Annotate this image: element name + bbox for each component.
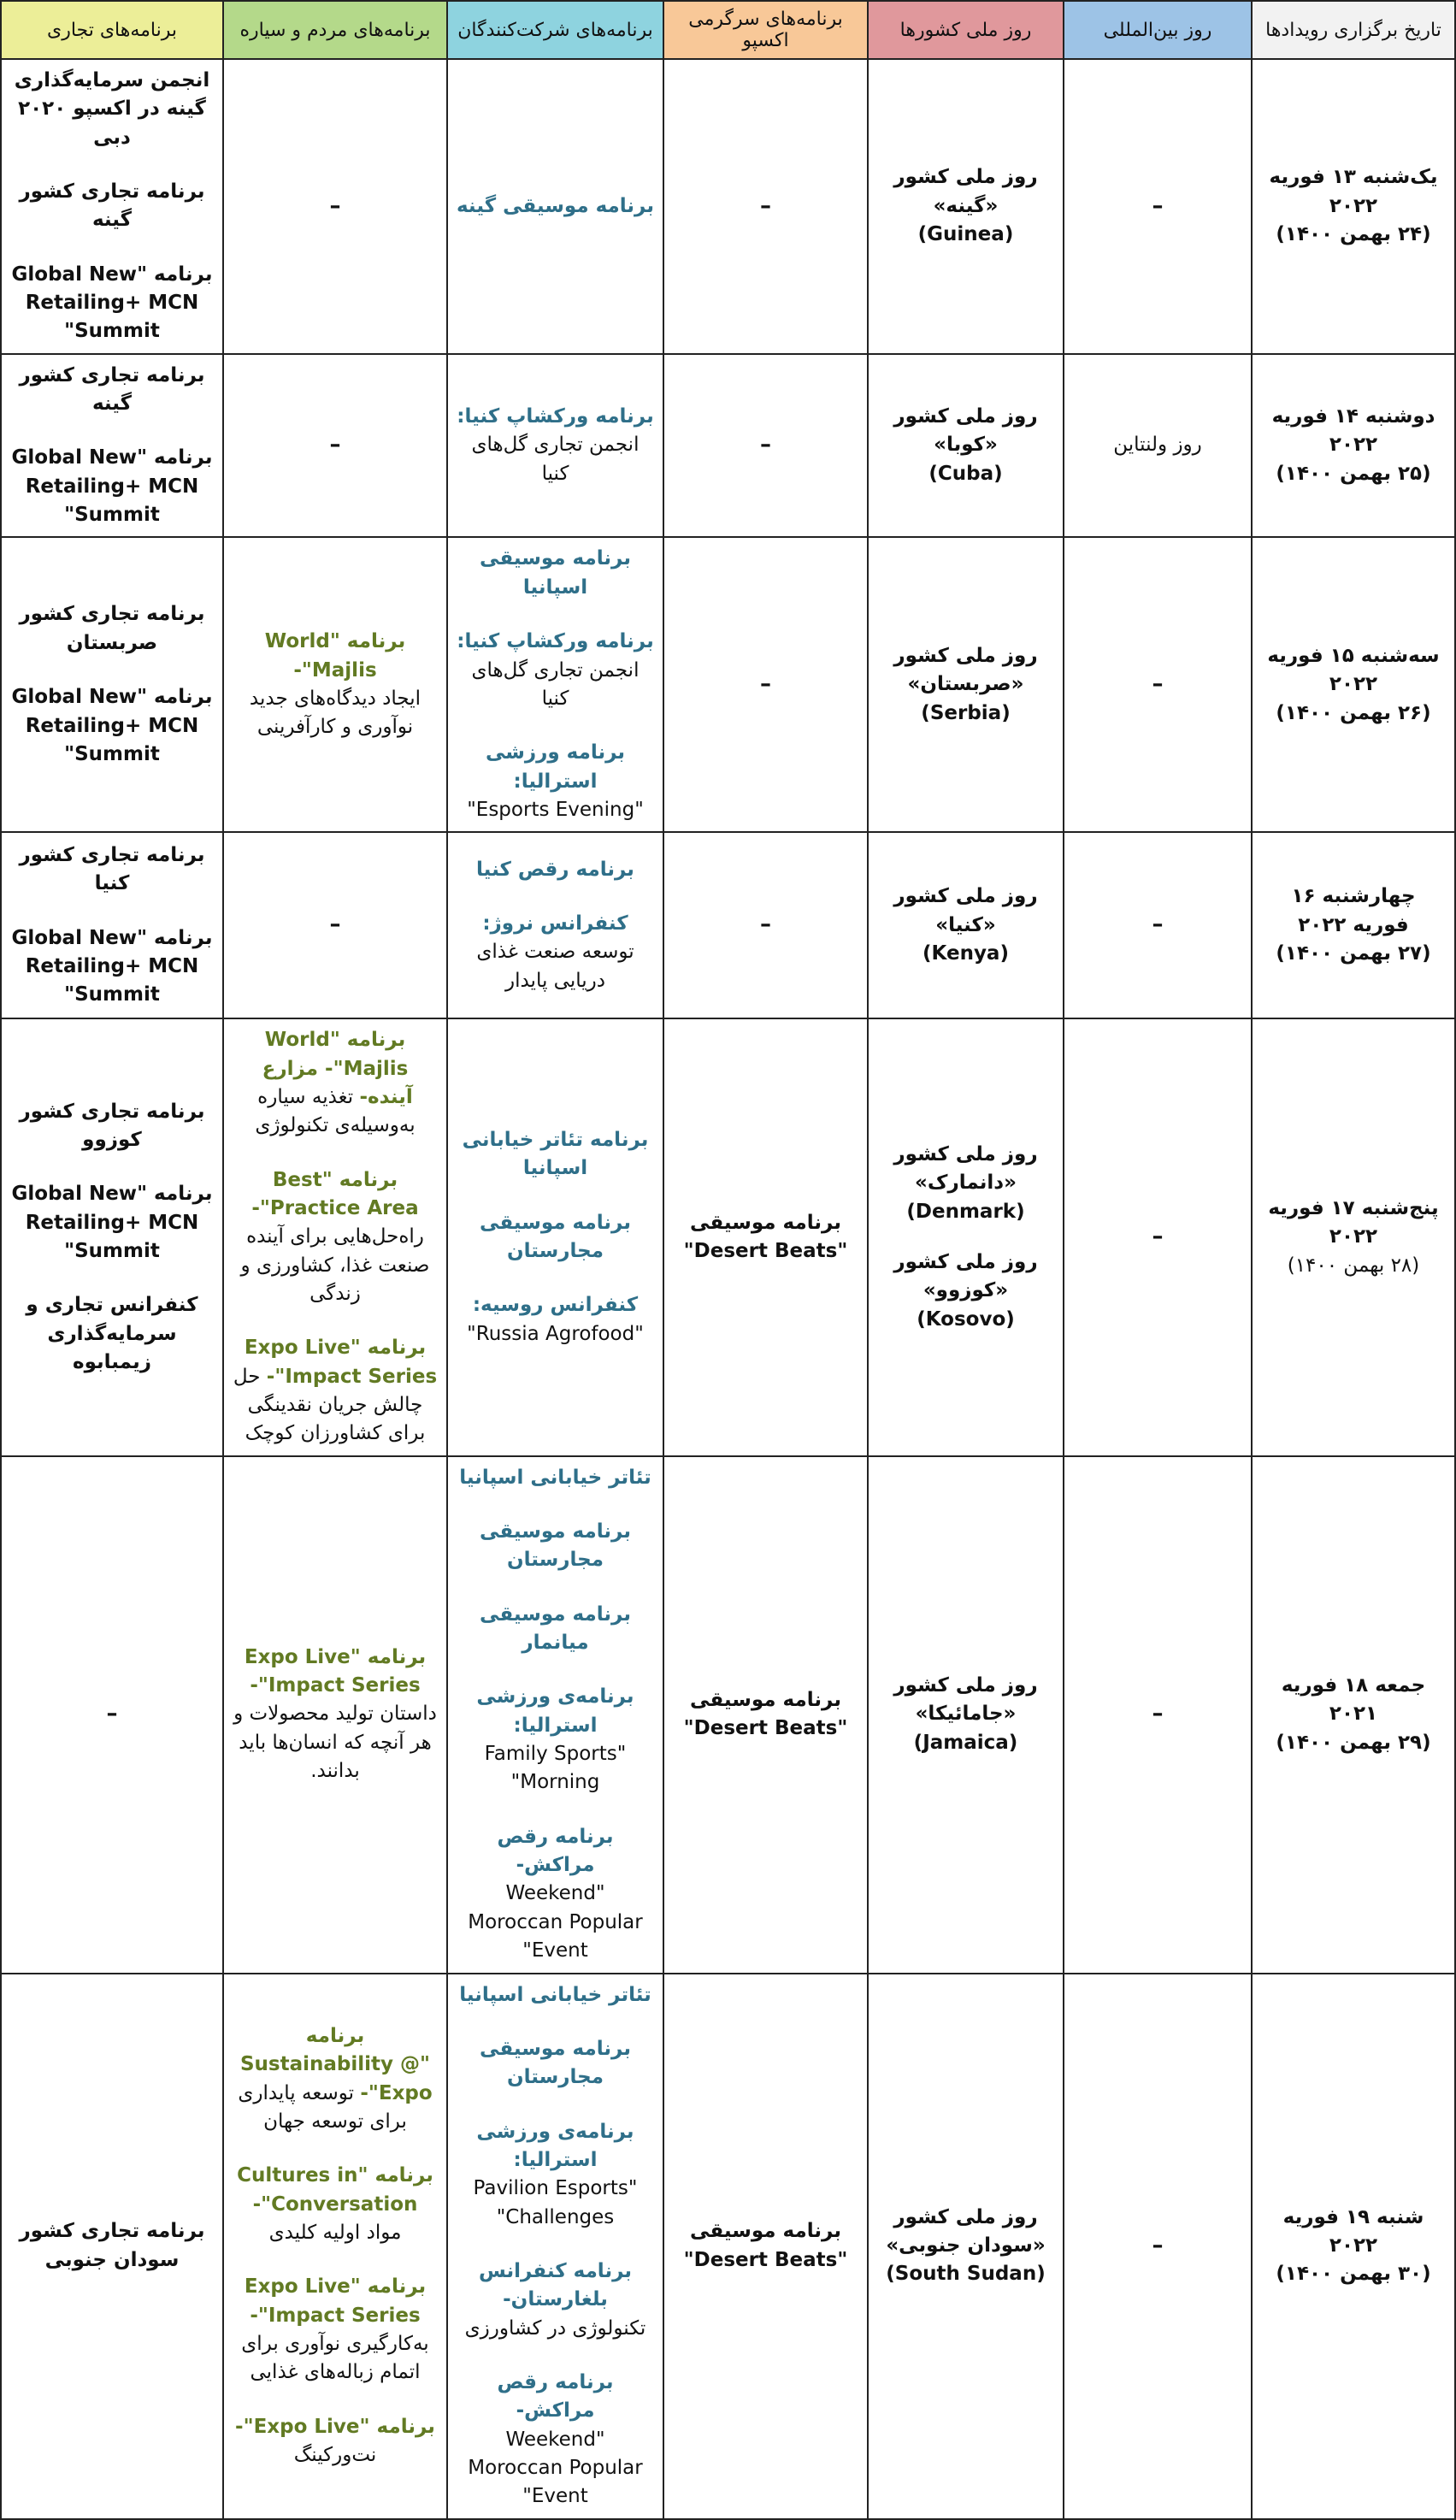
header-national-days: روز ملی کشورها — [868, 1, 1064, 59]
table-row — [1, 1018, 1455, 1455]
intl-day-cell: – — [1064, 1018, 1252, 1455]
header-participant-programs: برنامه‌های شرکت‌کنندگان — [447, 1, 663, 59]
entertainment-cell: – — [663, 832, 868, 1018]
date-cell: پنج‌شنبه ۱۷ فوریه ۲۰۲۲ (۲۸ بهمن ۱۴۰۰) — [1252, 1018, 1455, 1455]
entertainment-cell: برنامه موسیقی "Desert Beats" — [663, 1456, 868, 1974]
table-row — [1, 354, 1455, 538]
participants-cell: برنامه تئاتر خیابانی اسپانیا برنامه موسیقی مجارستان کنفرانس روسیه: "Russia Agrofood" — [447, 1018, 663, 1455]
header-people-planet-programs: برنامه‌های مردم و سیاره — [223, 1, 447, 59]
public-programs-cell: برنامه "Sustainability @ Expo"- توسعه پایداری برای توسعه جهان برنامه "Cultures in Conversation"- مواد اولیه کلیدی برنامه "Expo Live Impact Series"- به‌کارگیری نوآوری برای اتمام زباله‌های غذایی برنامه "Expo Live"- نت‌ورکینگ — [223, 1974, 447, 2519]
entertainment-cell: – — [663, 537, 868, 832]
business-cell: برنامه تجاری کشور گینه برنامه "Global New Retailing+ MCN Summit" — [1, 354, 223, 538]
national-day-cell: روز ملی کشور «گینه» (Guinea) — [868, 59, 1064, 354]
intl-day-cell: – — [1064, 832, 1252, 1018]
participants-cell: برنامه رقص کنیا کنفرانس نروژ: توسعه صنعت غذای دریایی پایدار — [447, 832, 663, 1018]
entertainment-cell: برنامه موسیقی "Desert Beats" — [663, 1974, 868, 2519]
public-programs-cell: – — [223, 354, 447, 538]
date-cell: چهارشنبه ۱۶ فوریه ۲۰۲۲ (۲۷ بهمن ۱۴۰۰) — [1252, 832, 1455, 1018]
intl-day-cell: – — [1064, 59, 1252, 354]
national-day-cell: روز ملی کشور «صربستان» (Serbia) — [868, 537, 1064, 832]
participants-cell: برنامه موسیقی گینه — [447, 59, 663, 354]
header-row — [1, 1, 1455, 59]
entertainment-cell: – — [663, 59, 868, 354]
business-cell: – — [1, 1456, 223, 1974]
entertainment-cell: برنامه موسیقی "Desert Beats" — [663, 1018, 868, 1455]
date-cell: سه‌شنبه ۱۵ فوریه ۲۰۲۲ (۲۶ بهمن ۱۴۰۰) — [1252, 537, 1455, 832]
date-cell: شنبه ۱۹ فوریه ۲۰۲۲ (۳۰ بهمن ۱۴۰۰) — [1252, 1974, 1455, 2519]
table-row — [1, 537, 1455, 832]
header-date: تاریخ برگزاری رویدادها — [1252, 1, 1455, 59]
header-business-programs: برنامه‌های تجاری — [1, 1, 223, 59]
date-cell: جمعه ۱۸ فوریه ۲۰۲۱ (۲۹ بهمن ۱۴۰۰) — [1252, 1456, 1455, 1974]
business-cell: برنامه تجاری کشور سودان جنوبی — [1, 1974, 223, 2519]
date-cell: یک‌شنبه ۱۳ فوریه ۲۰۲۲ (۲۴ بهمن ۱۴۰۰) — [1252, 59, 1455, 354]
participants-cell: برنامه موسیقی اسپانیا برنامه ورکشاپ کنیا: انجمن تجاری گل‌های کنیا برنامه ورزشی استرالیا: "Esports Evening" — [447, 537, 663, 832]
table-row — [1, 1974, 1455, 2519]
national-day-cell: روز ملی کشور «سودان جنوبی» (South Sudan) — [868, 1974, 1064, 2519]
public-programs-cell: برنامه "Expo Live Impact Series"- داستان تولید محصولات و هر آنچه که انسان‌ها باید بدانند. — [223, 1456, 447, 1974]
business-cell: برنامه تجاری کشور صربستان برنامه "Global New Retailing+ MCN Summit" — [1, 537, 223, 832]
entertainment-cell: – — [663, 354, 868, 538]
intl-day-cell: – — [1064, 1456, 1252, 1974]
national-day-cell: روز ملی کشور «کوبا» (Cuba) — [868, 354, 1064, 538]
public-programs-cell: برنامه "World Majlis"- مزارع آینده- تغذیه سیاره به‌وسیله‌ی تکنولوژی برنامه "Best Practice Area"- راه‌حل‌هایی برای آینده صنعت غذا، کشاورزی و زندگی برنامه "Expo Live Impact Series"- حل چالش جریان نقدینگی برای کشاورزان کوچک — [223, 1018, 447, 1455]
business-cell: برنامه تجاری کشور کنیا برنامه "Global New Retailing+ MCN Summit" — [1, 832, 223, 1018]
national-day-cell: روز ملی کشور «جامائیکا» (Jamaica) — [868, 1456, 1064, 1974]
intl-day-cell: روز ولنتاین — [1064, 354, 1252, 538]
public-programs-cell: – — [223, 832, 447, 1018]
participants-cell: تئاتر خیابانی اسپانیا برنامه موسیقی مجارستان برنامه‌ی ورزشی استرالیا: "Pavilion Esports Challenges" برنامه کنفرانس بلغارستان- تکنولوژی در کشاورزی برنامه رقص مراکش- "Weekend Moroccan Popular Event" — [447, 1974, 663, 2519]
table-row — [1, 59, 1455, 354]
intl-day-cell: – — [1064, 537, 1252, 832]
participants-cell: تئاتر خیابانی اسپانیا برنامه موسیقی مجارستان برنامه موسیقی میانمار برنامه‌ی ورزشی استرالیا: "Family Sports Morning" برنامه رقص مراکش- "Weekend Moroccan Popular Event" — [447, 1456, 663, 1974]
business-cell: برنامه تجاری کشور کوزوو برنامه "Global New Retailing+ MCN Summit" کنفرانس تجاری و سرمایه‌گذاری زیمبابوه — [1, 1018, 223, 1455]
date-cell: دوشنبه ۱۴ فوریه ۲۰۲۲ (۲۵ بهمن ۱۴۰۰) — [1252, 354, 1455, 538]
participants-cell: برنامه ورکشاپ کنیا: انجمن تجاری گل‌های کنیا — [447, 354, 663, 538]
national-day-cell: روز ملی کشور «کنیا» (Kenya) — [868, 832, 1064, 1018]
public-programs-cell: – — [223, 59, 447, 354]
table-row — [1, 1456, 1455, 1974]
header-expo-entertainment: برنامه‌های سرگرمی اکسپو — [663, 1, 868, 59]
header-international-day: روز بین‌المللی — [1064, 1, 1252, 59]
business-cell: انجمن سرمایه‌گذاری گینه در اکسپو ۲۰۲۰ دبی برنامه تجاری کشور گینه برنامه "Global New Retailing+ MCN Summit" — [1, 59, 223, 354]
national-day-cell: روز ملی کشور «دانمارک» (Denmark) روز ملی کشور «کوزوو» (Kosovo) — [868, 1018, 1064, 1455]
table-row — [1, 832, 1455, 1018]
intl-day-cell: – — [1064, 1974, 1252, 2519]
public-programs-cell: برنامه "World Majlis"- ایجاد دیدگاه‌های جدید نوآوری و کارآفرینی — [223, 537, 447, 832]
